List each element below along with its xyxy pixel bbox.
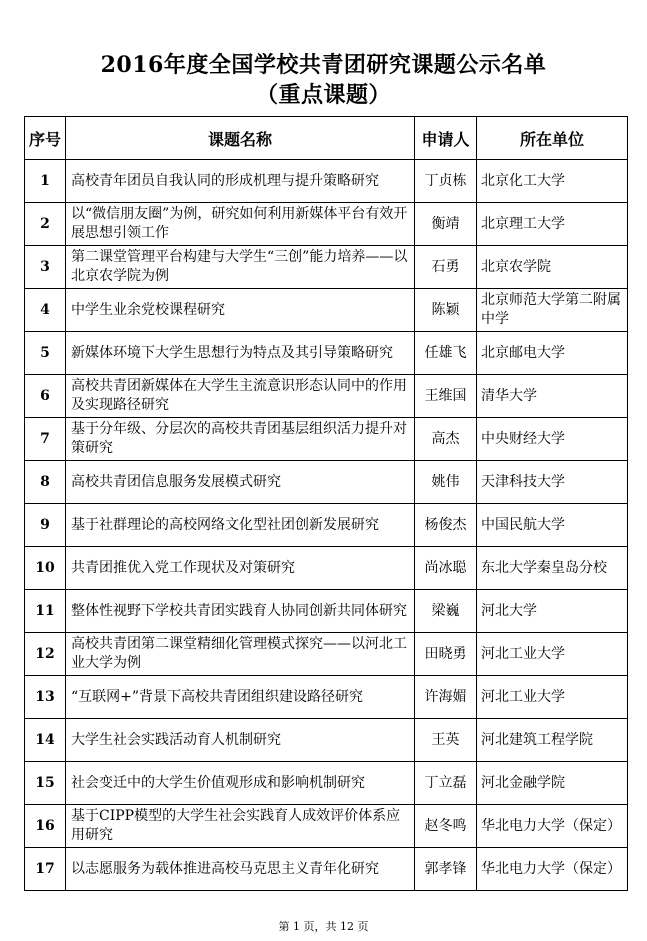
topic-cell: 第二课堂管理平台构建与大学生“三创”能力培养——以北京农学院为例 (66, 246, 415, 289)
table-row (25, 160, 628, 203)
institution-cell: 北京理工大学 (477, 203, 628, 246)
table-row (25, 633, 628, 676)
institution-cell: 北京化工大学 (477, 160, 628, 203)
applicant-cell: 丁立磊 (415, 762, 477, 805)
row-number-cell: 5 (25, 332, 66, 375)
applicant-cell: 姚伟 (415, 461, 477, 504)
table-row (25, 805, 628, 848)
topic-cell: 基于社群理论的高校网络文化型社团创新发展研究 (66, 504, 415, 547)
institution-cell: 中国民航大学 (477, 504, 628, 547)
topic-cell: 社会变迁中的大学生价值观形成和影响机制研究 (66, 762, 415, 805)
column-header-topic: 课题名称 (66, 117, 415, 160)
institution-cell: 河北工业大学 (477, 676, 628, 719)
row-number-cell: 2 (25, 203, 66, 246)
row-number-cell: 15 (25, 762, 66, 805)
institution-cell: 河北大学 (477, 590, 628, 633)
topic-cell: 以志愿服务为载体推进高校马克思主义青年化研究 (66, 848, 415, 891)
applicant-cell: 王英 (415, 719, 477, 762)
table-row (25, 289, 628, 332)
column-header-number: 序号 (25, 117, 66, 160)
document-subtitle: （重点课题） (255, 82, 391, 108)
table-row (25, 848, 628, 891)
row-number-cell: 10 (25, 547, 66, 590)
row-number-cell: 13 (25, 676, 66, 719)
row-number-cell: 16 (25, 805, 66, 848)
table-header-row (25, 117, 628, 160)
institution-cell: 华北电力大学（保定） (477, 848, 628, 891)
institution-cell: 北京农学院 (477, 246, 628, 289)
institution-cell: 中央财经大学 (477, 418, 628, 461)
topic-cell: 高校青年团员自我认同的形成机理与提升策略研究 (66, 160, 415, 203)
topic-cell: 高校共青团第二课堂精细化管理模式探究——以河北工业大学为例 (66, 633, 415, 676)
applicant-cell: 赵冬鸣 (415, 805, 477, 848)
project-list-table (24, 116, 628, 891)
institution-cell: 北京邮电大学 (477, 332, 628, 375)
institution-cell: 河北工业大学 (477, 633, 628, 676)
row-number-cell: 14 (25, 719, 66, 762)
row-number-cell: 4 (25, 289, 66, 332)
applicant-cell: 田晓勇 (415, 633, 477, 676)
table-body (25, 160, 628, 891)
institution-cell: 华北电力大学（保定） (477, 805, 628, 848)
applicant-cell: 尚冰聪 (415, 547, 477, 590)
column-header-applicant: 申请人 (415, 117, 477, 160)
row-number-cell: 9 (25, 504, 66, 547)
table-row (25, 461, 628, 504)
institution-cell: 河北金融学院 (477, 762, 628, 805)
applicant-cell: 王维国 (415, 375, 477, 418)
applicant-cell: 任雄飞 (415, 332, 477, 375)
row-number-cell: 6 (25, 375, 66, 418)
applicant-cell: 陈颖 (415, 289, 477, 332)
institution-cell: 天津科技大学 (477, 461, 628, 504)
topic-cell: 中学生业余党校课程研究 (66, 289, 415, 332)
table-row (25, 203, 628, 246)
applicant-cell: 许海媚 (415, 676, 477, 719)
table-row (25, 418, 628, 461)
institution-cell: 清华大学 (477, 375, 628, 418)
column-header-institution: 所在单位 (477, 117, 628, 160)
table-row (25, 246, 628, 289)
applicant-cell: 梁巍 (415, 590, 477, 633)
institution-cell: 河北建筑工程学院 (477, 719, 628, 762)
topic-cell: 高校共青团信息服务发展模式研究 (66, 461, 415, 504)
page-footer: 第 1 页，共 12 页 (278, 920, 369, 933)
row-number-cell: 1 (25, 160, 66, 203)
topic-cell: “互联网+”背景下高校共青团组织建设路径研究 (66, 676, 415, 719)
applicant-cell: 杨俊杰 (415, 504, 477, 547)
table-row (25, 375, 628, 418)
topic-cell: 基于CIPP模型的大学生社会实践育人成效评价体系应用研究 (66, 805, 415, 848)
topic-cell: 高校共青团新媒体在大学生主流意识形态认同中的作用及实现路径研究 (66, 375, 415, 418)
table-row (25, 676, 628, 719)
row-number-cell: 7 (25, 418, 66, 461)
table-row (25, 590, 628, 633)
row-number-cell: 11 (25, 590, 66, 633)
institution-cell: 东北大学秦皇岛分校 (477, 547, 628, 590)
table-row (25, 719, 628, 762)
table-row (25, 504, 628, 547)
table-row (25, 547, 628, 590)
topic-cell: 大学生社会实践活动育人机制研究 (66, 719, 415, 762)
row-number-cell: 3 (25, 246, 66, 289)
row-number-cell: 8 (25, 461, 66, 504)
applicant-cell: 高杰 (415, 418, 477, 461)
applicant-cell: 衡靖 (415, 203, 477, 246)
topic-cell: 以“微信朋友圈”为例，研究如何利用新媒体平台有效开展思想引领工作 (66, 203, 415, 246)
table-row (25, 332, 628, 375)
applicant-cell: 郭孝锋 (415, 848, 477, 891)
topic-cell: 基于分年级、分层次的高校共青团基层组织活力提升对策研究 (66, 418, 415, 461)
topic-cell: 共青团推优入党工作现状及对策研究 (66, 547, 415, 590)
row-number-cell: 12 (25, 633, 66, 676)
row-number-cell: 17 (25, 848, 66, 891)
document-title: 2016年度全国学校共青团研究课题公示名单 (100, 52, 547, 78)
topic-cell: 整体性视野下学校共青团实践育人协同创新共同体研究 (66, 590, 415, 633)
table-row (25, 762, 628, 805)
topic-cell: 新媒体环境下大学生思想行为特点及其引导策略研究 (66, 332, 415, 375)
applicant-cell: 丁贞栋 (415, 160, 477, 203)
institution-cell: 北京师范大学第二附属中学 (477, 289, 628, 332)
applicant-cell: 石勇 (415, 246, 477, 289)
